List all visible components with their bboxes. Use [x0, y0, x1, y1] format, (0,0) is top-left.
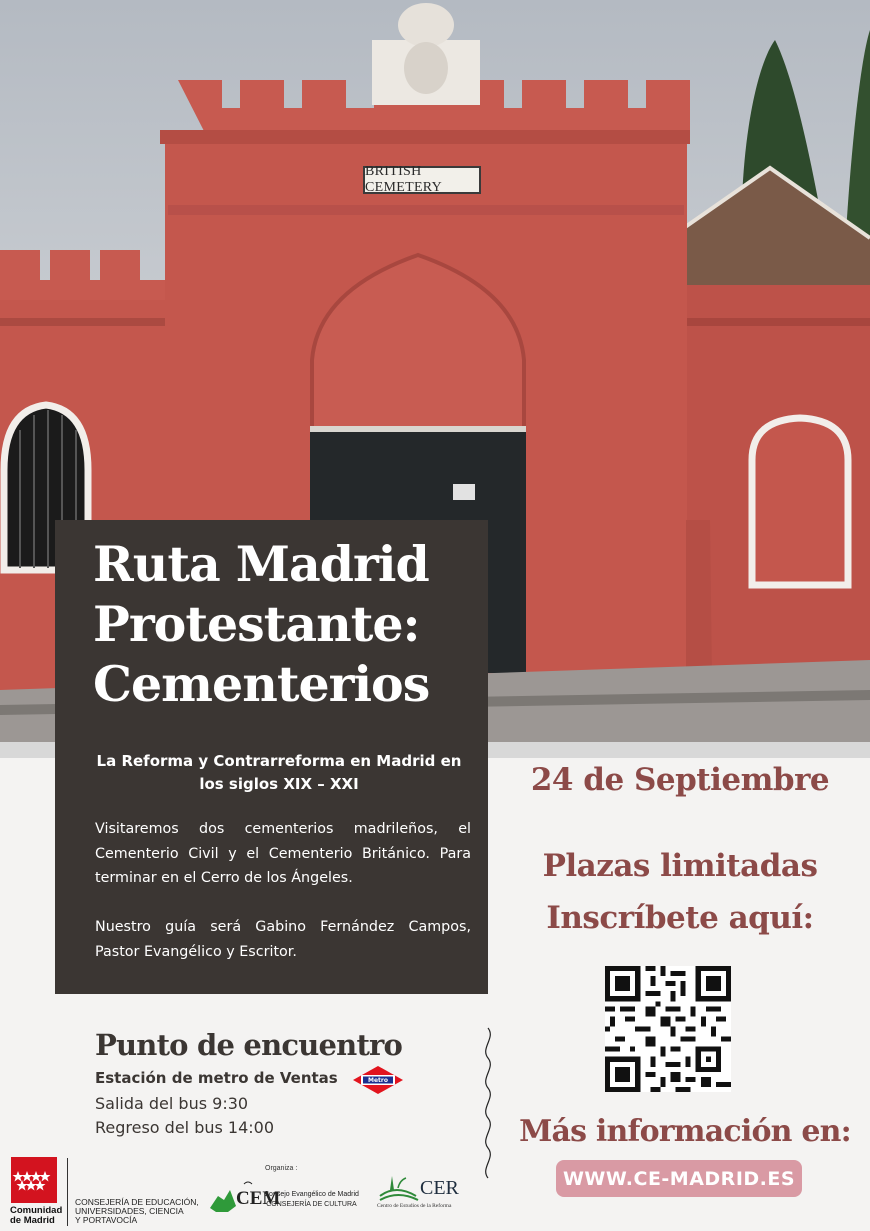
consejeria-line-1: CONSEJERÍA DE EDUCACIÓN, [75, 1197, 199, 1207]
title-line-2: Protestante: [93, 595, 420, 653]
consejeria-line-3: Y PORTAVOCÍA [75, 1215, 138, 1225]
cer-subtitle: Centro de Estudios de la Reforma [377, 1203, 452, 1209]
more-info-heading: Más información en: [519, 1114, 851, 1149]
cer-logo-letters: CER [420, 1177, 459, 1199]
bus-departure-time: Salida del bus 9:30 [95, 1094, 249, 1113]
plazas-limitadas-text: Plazas limitadas [542, 848, 818, 884]
metro-station-text: Estación de metro de Ventas [95, 1069, 338, 1087]
website-link-button[interactable]: WWW.CE-MADRID.ES [556, 1160, 802, 1197]
title-line-1: Ruta Madrid [93, 535, 429, 593]
poster-title [93, 534, 483, 714]
cer-logo-icon [376, 1170, 468, 1204]
title-line-3: Cementerios [93, 655, 430, 713]
cem-line-1: Consejo Evangélico de Madrid [264, 1191, 359, 1198]
consejeria-line-2: UNIVERSIDADES, CIENCIA [75, 1206, 184, 1216]
comunidad-madrid-flag-icon [11, 1157, 57, 1203]
inscribete-text: Inscríbete aquí: [546, 900, 814, 936]
meeting-point-heading: Punto de encuentro [95, 1028, 403, 1062]
cem-logo-letters: CEM [236, 1188, 281, 1209]
british-cemetery-sign: BRITISH CEMETERY [363, 166, 481, 194]
info-panel [55, 520, 488, 994]
registration-call [515, 840, 845, 944]
metro-logo-icon [352, 1065, 404, 1095]
cem-logo-icon [208, 1178, 281, 1214]
logo-divider [67, 1158, 68, 1226]
poster-subtitle: La Reforma y Contrarreforma en Madrid en los siglos XIX – XXI [96, 752, 462, 793]
description-paragraph-2: Nuestro guía será Gabino Fernández Campos, Pastor Evangélico y Escritor. [95, 919, 471, 960]
organiza-label: Organiza : [265, 1165, 298, 1172]
cem-organization-text [264, 1190, 359, 1210]
qr-code-icon[interactable] [605, 966, 731, 1092]
bus-return-time: Regreso del bus 14:00 [95, 1118, 275, 1137]
consejeria-educacion-text [75, 1198, 199, 1225]
comunidad-madrid-name [10, 1206, 62, 1226]
metro-logo-label: Metro [368, 1077, 388, 1085]
wavy-divider [480, 1028, 500, 1188]
description-paragraph-1: Visitaremos dos cementerios madrileños, el Cementerio Civil y el Cementerio Británico. Para terminar en el Cerro de los Ángeles. [95, 821, 471, 886]
cem-line-2: CONSEJERÍA DE CULTURA [266, 1201, 357, 1208]
event-date: 24 de Septiembre [530, 762, 830, 798]
cm-name-line-2: de Madrid [10, 1215, 55, 1226]
cm-name-line-1: Comunidad [10, 1205, 63, 1216]
